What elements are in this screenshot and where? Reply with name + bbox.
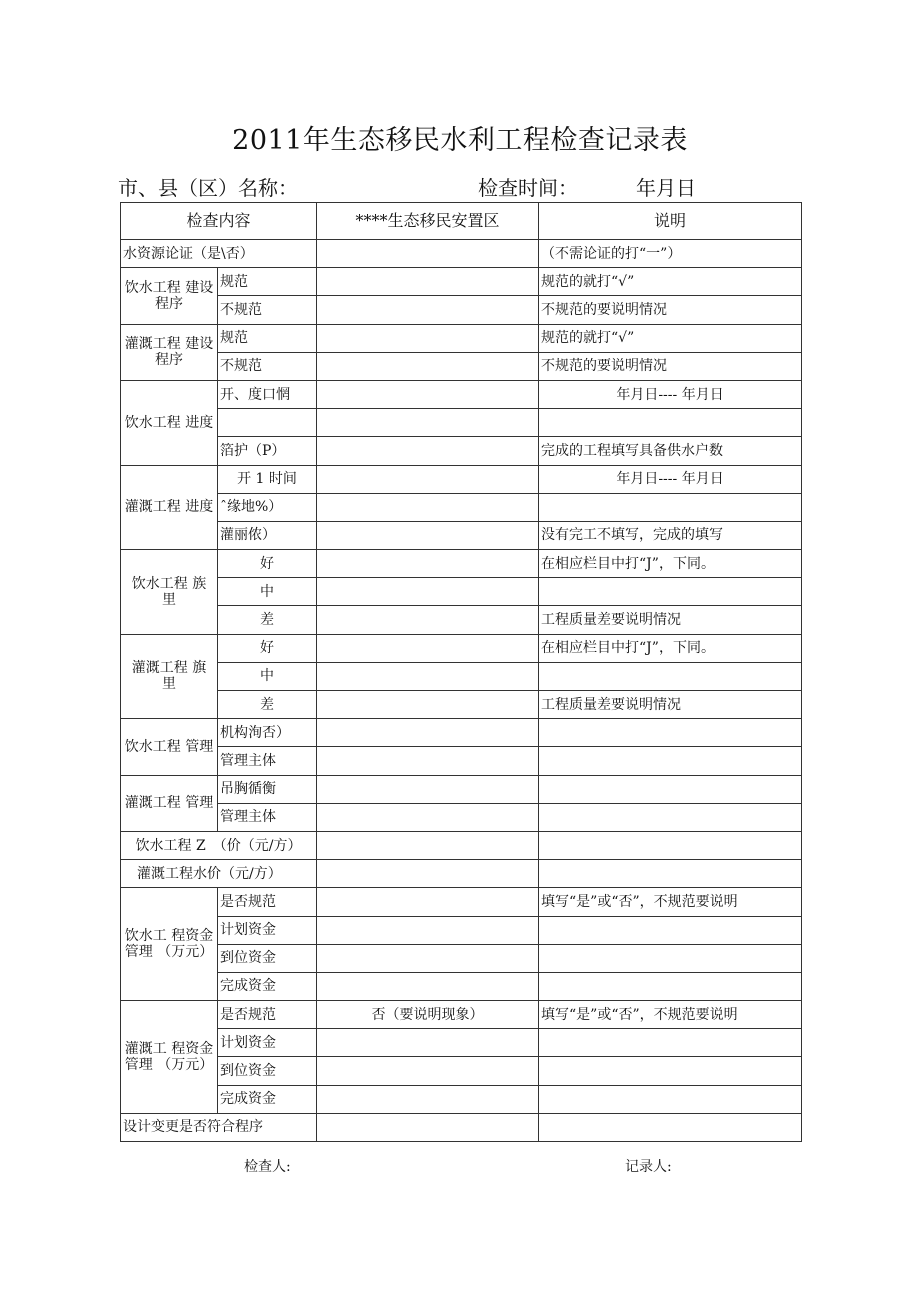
area-cell[interactable] bbox=[317, 1057, 539, 1085]
water-resource-note: （不需论证的打“一”） bbox=[539, 240, 802, 268]
table-row bbox=[121, 550, 802, 578]
table-cell[interactable] bbox=[317, 380, 539, 408]
page-title: 2011年生态移民水利工程检查记录表 bbox=[232, 125, 688, 156]
table-cell[interactable] bbox=[317, 465, 539, 493]
table-cell[interactable] bbox=[317, 691, 539, 719]
irr-progress-group: 灌溉工程 进度 bbox=[121, 465, 218, 550]
area-cell[interactable] bbox=[317, 888, 539, 916]
table-cell[interactable] bbox=[539, 1113, 802, 1141]
row-note: 不规范的要说明情况 bbox=[539, 296, 802, 324]
table-cell[interactable] bbox=[317, 240, 539, 268]
row-label bbox=[218, 409, 317, 437]
row-label: 管理主体 bbox=[218, 747, 317, 775]
area-cell[interactable] bbox=[317, 916, 539, 944]
inspection-table bbox=[120, 202, 802, 1142]
table-cell[interactable] bbox=[317, 860, 539, 888]
row-note bbox=[539, 409, 802, 437]
table-cell[interactable] bbox=[317, 634, 539, 662]
table-row bbox=[121, 1113, 802, 1141]
table-cell[interactable] bbox=[317, 606, 539, 634]
row-label: 规范 bbox=[218, 324, 317, 352]
table-cell[interactable] bbox=[539, 831, 802, 859]
row-label: 不规范 bbox=[218, 352, 317, 380]
table-cell[interactable] bbox=[317, 437, 539, 465]
table-row bbox=[121, 972, 802, 1000]
table-cell[interactable] bbox=[317, 719, 539, 747]
table-row bbox=[121, 916, 802, 944]
row-note bbox=[539, 1029, 802, 1057]
row-note: 工程质量差要说明情况 bbox=[539, 606, 802, 634]
row-note: 规范的就打“√” bbox=[539, 268, 802, 296]
recorder-label: 记录人: bbox=[625, 1159, 672, 1175]
row-label: 计划资金 bbox=[218, 1029, 317, 1057]
irr-quality-group: 灌溉工程 旗 里 bbox=[121, 634, 218, 719]
table-row bbox=[121, 437, 802, 465]
drink-mgmt-group: 饮水工程 管理 bbox=[121, 719, 218, 775]
table-row bbox=[121, 691, 802, 719]
table-row bbox=[121, 606, 802, 634]
table-row bbox=[121, 634, 802, 662]
table-cell[interactable] bbox=[317, 296, 539, 324]
table-cell[interactable] bbox=[539, 719, 802, 747]
row-label: 开 1 时间 bbox=[218, 465, 317, 493]
irr-price-label: 灌溉工程水价（元/方） bbox=[121, 860, 317, 888]
drink-price-label: 饮水工程 Z （价（元/方） bbox=[121, 831, 317, 859]
header-content: 检查内容 bbox=[121, 203, 317, 240]
row-label: 中 bbox=[218, 662, 317, 690]
table-cell[interactable] bbox=[317, 409, 539, 437]
table-row bbox=[121, 803, 802, 831]
table-cell[interactable] bbox=[317, 550, 539, 578]
table-row bbox=[121, 944, 802, 972]
date-placeholder: 年月日 bbox=[636, 176, 696, 200]
table-header-row bbox=[121, 203, 802, 240]
irr-funds-group: 灌溉工 程资金 管理 （万元） bbox=[121, 1001, 218, 1114]
row-label: 中 bbox=[218, 578, 317, 606]
table-row bbox=[121, 268, 802, 296]
table-row bbox=[121, 831, 802, 859]
area-cell[interactable] bbox=[317, 1029, 539, 1057]
row-label: 吊胸循衡 bbox=[218, 775, 317, 803]
area-cell[interactable]: 否（要说明现象） bbox=[317, 1001, 539, 1029]
area-cell[interactable] bbox=[317, 1085, 539, 1113]
table-row bbox=[121, 719, 802, 747]
row-label: 是否规范 bbox=[218, 888, 317, 916]
row-label: 是否规范 bbox=[218, 1001, 317, 1029]
table-row bbox=[121, 1001, 802, 1029]
row-label: 完成资金 bbox=[218, 1085, 317, 1113]
row-note: 填写“是”或“否”，不规范要说明 bbox=[539, 1001, 802, 1029]
table-cell[interactable] bbox=[539, 775, 802, 803]
row-note: 填写“是”或“否”，不规范要说明 bbox=[539, 888, 802, 916]
row-label: 箔护（P） bbox=[218, 437, 317, 465]
row-note bbox=[539, 493, 802, 521]
table-cell[interactable] bbox=[539, 747, 802, 775]
table-cell[interactable] bbox=[317, 803, 539, 831]
inspection-time-label: 检查时间： bbox=[478, 176, 578, 200]
drink-quality-group: 饮水工程 族 里 bbox=[121, 550, 218, 635]
table-cell[interactable] bbox=[317, 747, 539, 775]
water-resource-label: 水资源论证（是\否） bbox=[121, 240, 317, 268]
row-note: 工程质量差要说明情况 bbox=[539, 691, 802, 719]
row-label: 好 bbox=[218, 634, 317, 662]
row-note bbox=[539, 1085, 802, 1113]
row-note bbox=[539, 662, 802, 690]
table-cell[interactable] bbox=[317, 324, 539, 352]
row-note: 年月日---- 年月日 bbox=[539, 465, 802, 493]
row-note bbox=[539, 944, 802, 972]
drink-progress-group: 饮水工程 进度 bbox=[121, 380, 218, 465]
row-label: 管理主体 bbox=[218, 803, 317, 831]
table-cell[interactable] bbox=[317, 578, 539, 606]
row-label: 不规范 bbox=[218, 296, 317, 324]
row-label: 灌丽侬） bbox=[218, 521, 317, 549]
table-row bbox=[121, 380, 802, 408]
table-row bbox=[121, 1085, 802, 1113]
row-label: ˆ缘地%） bbox=[218, 493, 317, 521]
row-note: 不规范的要说明情况 bbox=[539, 352, 802, 380]
table-cell[interactable] bbox=[317, 1113, 539, 1141]
drink-funds-group: 饮水工 程资金 管理 （万元） bbox=[121, 888, 218, 1001]
table-row bbox=[121, 888, 802, 916]
row-note: 规范的就打“√” bbox=[539, 324, 802, 352]
table-row bbox=[121, 465, 802, 493]
row-label: 计划资金 bbox=[218, 916, 317, 944]
row-label: 差 bbox=[218, 691, 317, 719]
row-note bbox=[539, 1057, 802, 1085]
row-note: 完成的工程填写具备供水户数 bbox=[539, 437, 802, 465]
irr-mgmt-group: 灌溉工程 管理 bbox=[121, 775, 218, 831]
table-cell[interactable] bbox=[317, 352, 539, 380]
row-note: 在相应栏目中打“J”，下同。 bbox=[539, 550, 802, 578]
row-label: 开、度口惘 bbox=[218, 380, 317, 408]
table-cell[interactable] bbox=[317, 831, 539, 859]
irr-build-group: 灌溉工程 建设程序 bbox=[121, 324, 218, 380]
row-note: 在相应栏目中打“J”，下同。 bbox=[539, 634, 802, 662]
row-note: 年月日---- 年月日 bbox=[539, 380, 802, 408]
table-row bbox=[121, 747, 802, 775]
row-label: 到位资金 bbox=[218, 1057, 317, 1085]
table-row bbox=[121, 775, 802, 803]
table-row bbox=[121, 493, 802, 521]
row-label: 规范 bbox=[218, 268, 317, 296]
table-row bbox=[121, 860, 802, 888]
row-label: 差 bbox=[218, 606, 317, 634]
table-cell[interactable] bbox=[539, 803, 802, 831]
row-note bbox=[539, 578, 802, 606]
drink-build-group: 饮水工程 建设程序 bbox=[121, 268, 218, 324]
design-change-label: 设计变更是否符合程序 bbox=[121, 1113, 317, 1141]
header-area: ****生态移民安置区 bbox=[317, 203, 539, 240]
area-cell[interactable] bbox=[317, 972, 539, 1000]
table-row bbox=[121, 296, 802, 324]
table-cell[interactable] bbox=[317, 521, 539, 549]
row-label: 好 bbox=[218, 550, 317, 578]
row-label: 到位资金 bbox=[218, 944, 317, 972]
region-name-label: 市、县（区）名称： bbox=[118, 176, 298, 200]
table-cell[interactable] bbox=[539, 860, 802, 888]
table-cell[interactable] bbox=[317, 662, 539, 690]
table-cell[interactable] bbox=[317, 268, 539, 296]
row-note: 没有完工不填写，完成的填写 bbox=[539, 521, 802, 549]
table-cell[interactable] bbox=[317, 775, 539, 803]
inspector-label: 检查人: bbox=[244, 1159, 291, 1175]
row-label: 完成资金 bbox=[218, 972, 317, 1000]
area-cell[interactable] bbox=[317, 944, 539, 972]
row-label: 机构洵否） bbox=[218, 719, 317, 747]
table-row bbox=[121, 324, 802, 352]
table-row bbox=[121, 1057, 802, 1085]
row-note bbox=[539, 972, 802, 1000]
table-cell[interactable] bbox=[317, 493, 539, 521]
header-note: 说明 bbox=[539, 203, 802, 240]
table-row bbox=[121, 352, 802, 380]
table-row bbox=[121, 1029, 802, 1057]
table-row bbox=[121, 521, 802, 549]
table-row bbox=[121, 409, 802, 437]
table-row bbox=[121, 240, 802, 268]
row-note bbox=[539, 916, 802, 944]
